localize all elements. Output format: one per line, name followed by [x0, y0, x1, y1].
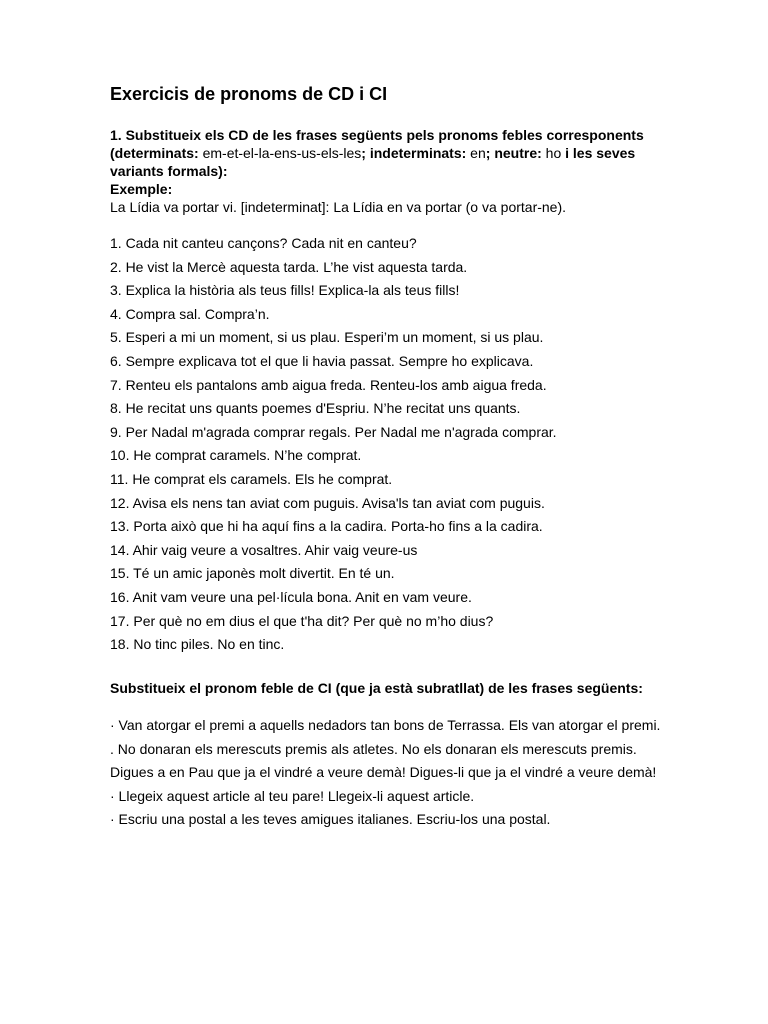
list-item: 4. Compra sal. Compra’n.: [110, 305, 270, 322]
instructions-part-1: 1. Substitueix els CD de les frases següents pels pronoms febles corresponents (determinats:: [110, 127, 644, 161]
section-2-list: [110, 714, 670, 832]
page-title: Exercicis de pronoms de CD i CI: [110, 84, 388, 104]
instructions-part-5: ; neutre:: [485, 145, 542, 161]
list-item: 1. Cada nit canteu cançons? Cada nit en canteu?: [110, 235, 417, 251]
list-item: 12. Avisa els nens tan aviat com puguis. Avisa'ls tan aviat com puguis.: [110, 494, 545, 511]
list-item: 9. Per Nadal m'agrada comprar regals. Per Nadal me n'agrada comprar.: [110, 423, 557, 440]
list-item: 8. He recitat uns quants poemes d'Espriu. N’he recitat uns quants.: [110, 400, 521, 417]
instructions-neutre: ho: [541, 145, 562, 161]
example-label: Exemple:: [110, 181, 173, 197]
list-item: 7. Renteu els pantalons amb aigua freda. Renteu-los amb aigua freda.: [110, 376, 547, 393]
list-item: 14. Ahir vaig veure a vosaltres. Ahir vaig veure-us: [110, 541, 418, 558]
list-item: 3. Explica la història als teus fills! Explica-la als teus fills!: [110, 282, 460, 299]
list-item: 2. He vist la Mercè aquesta tarda. L’he vist aquesta tarda.: [110, 258, 468, 275]
list-item: Digues a en Pau que ja el vindré a veure demà! Digues-li que ja el vindré a veure demà!: [110, 764, 657, 781]
exercise-list: [110, 234, 557, 659]
section-2-heading: Substitueix el pronom feble de CI (que ja està subratllat) de les frases següents:: [110, 680, 643, 696]
list-item: 5. Esperi a mi un moment, si us plau. Esperi’m un moment, si us plau.: [110, 329, 544, 346]
list-item: 15. Té un amic japonès molt divertit. En té un.: [110, 565, 395, 582]
instructions-indeterminats: en: [466, 145, 486, 161]
list-item: 18. No tinc piles. No en tinc.: [110, 636, 285, 653]
example-text: La Lídia va portar vi. [indeterminat]: La Lídia en va portar (o va portar-ne).: [110, 199, 567, 215]
list-item: 10. He comprat caramels. N’he comprat.: [110, 447, 362, 464]
list-item: 13. Porta això que hi ha aquí fins a la cadira. Porta-ho fins a la cadira.: [110, 518, 543, 535]
instructions-part-7: i les seves variants formals):: [110, 145, 636, 179]
instructions-part-3: ; indeterminats:: [361, 145, 467, 161]
list-item: 11. He comprat els caramels. Els he comprat.: [110, 470, 393, 487]
list-item: 16. Anit vam veure una pel·lícula bona. Anit en vam veure.: [110, 588, 472, 605]
list-item: 17. Per què no em dius el que t'ha dit? Per què no m’ho dius?: [110, 612, 494, 629]
list-item: · Escriu una postal a les teves amigues italianes. Escriu-los una postal.: [110, 811, 551, 828]
list-item: . No donaran els merescuts premis als atletes. No els donaran els merescuts premis.: [110, 740, 637, 757]
list-item: · Llegeix aquest article al teu pare! Llegeix-li aquest article.: [110, 787, 475, 804]
exercise-1-instructions: [110, 126, 670, 180]
instructions-determinats: em-et-el-la-ens-us-els-les: [198, 145, 362, 161]
list-item: · Van atorgar el premi a aquells nedadors tan bons de Terrassa. Els van atorgar el premi.: [110, 717, 661, 733]
list-item: 6. Sempre explicava tot el que li havia passat. Sempre ho explicava.: [110, 352, 534, 369]
